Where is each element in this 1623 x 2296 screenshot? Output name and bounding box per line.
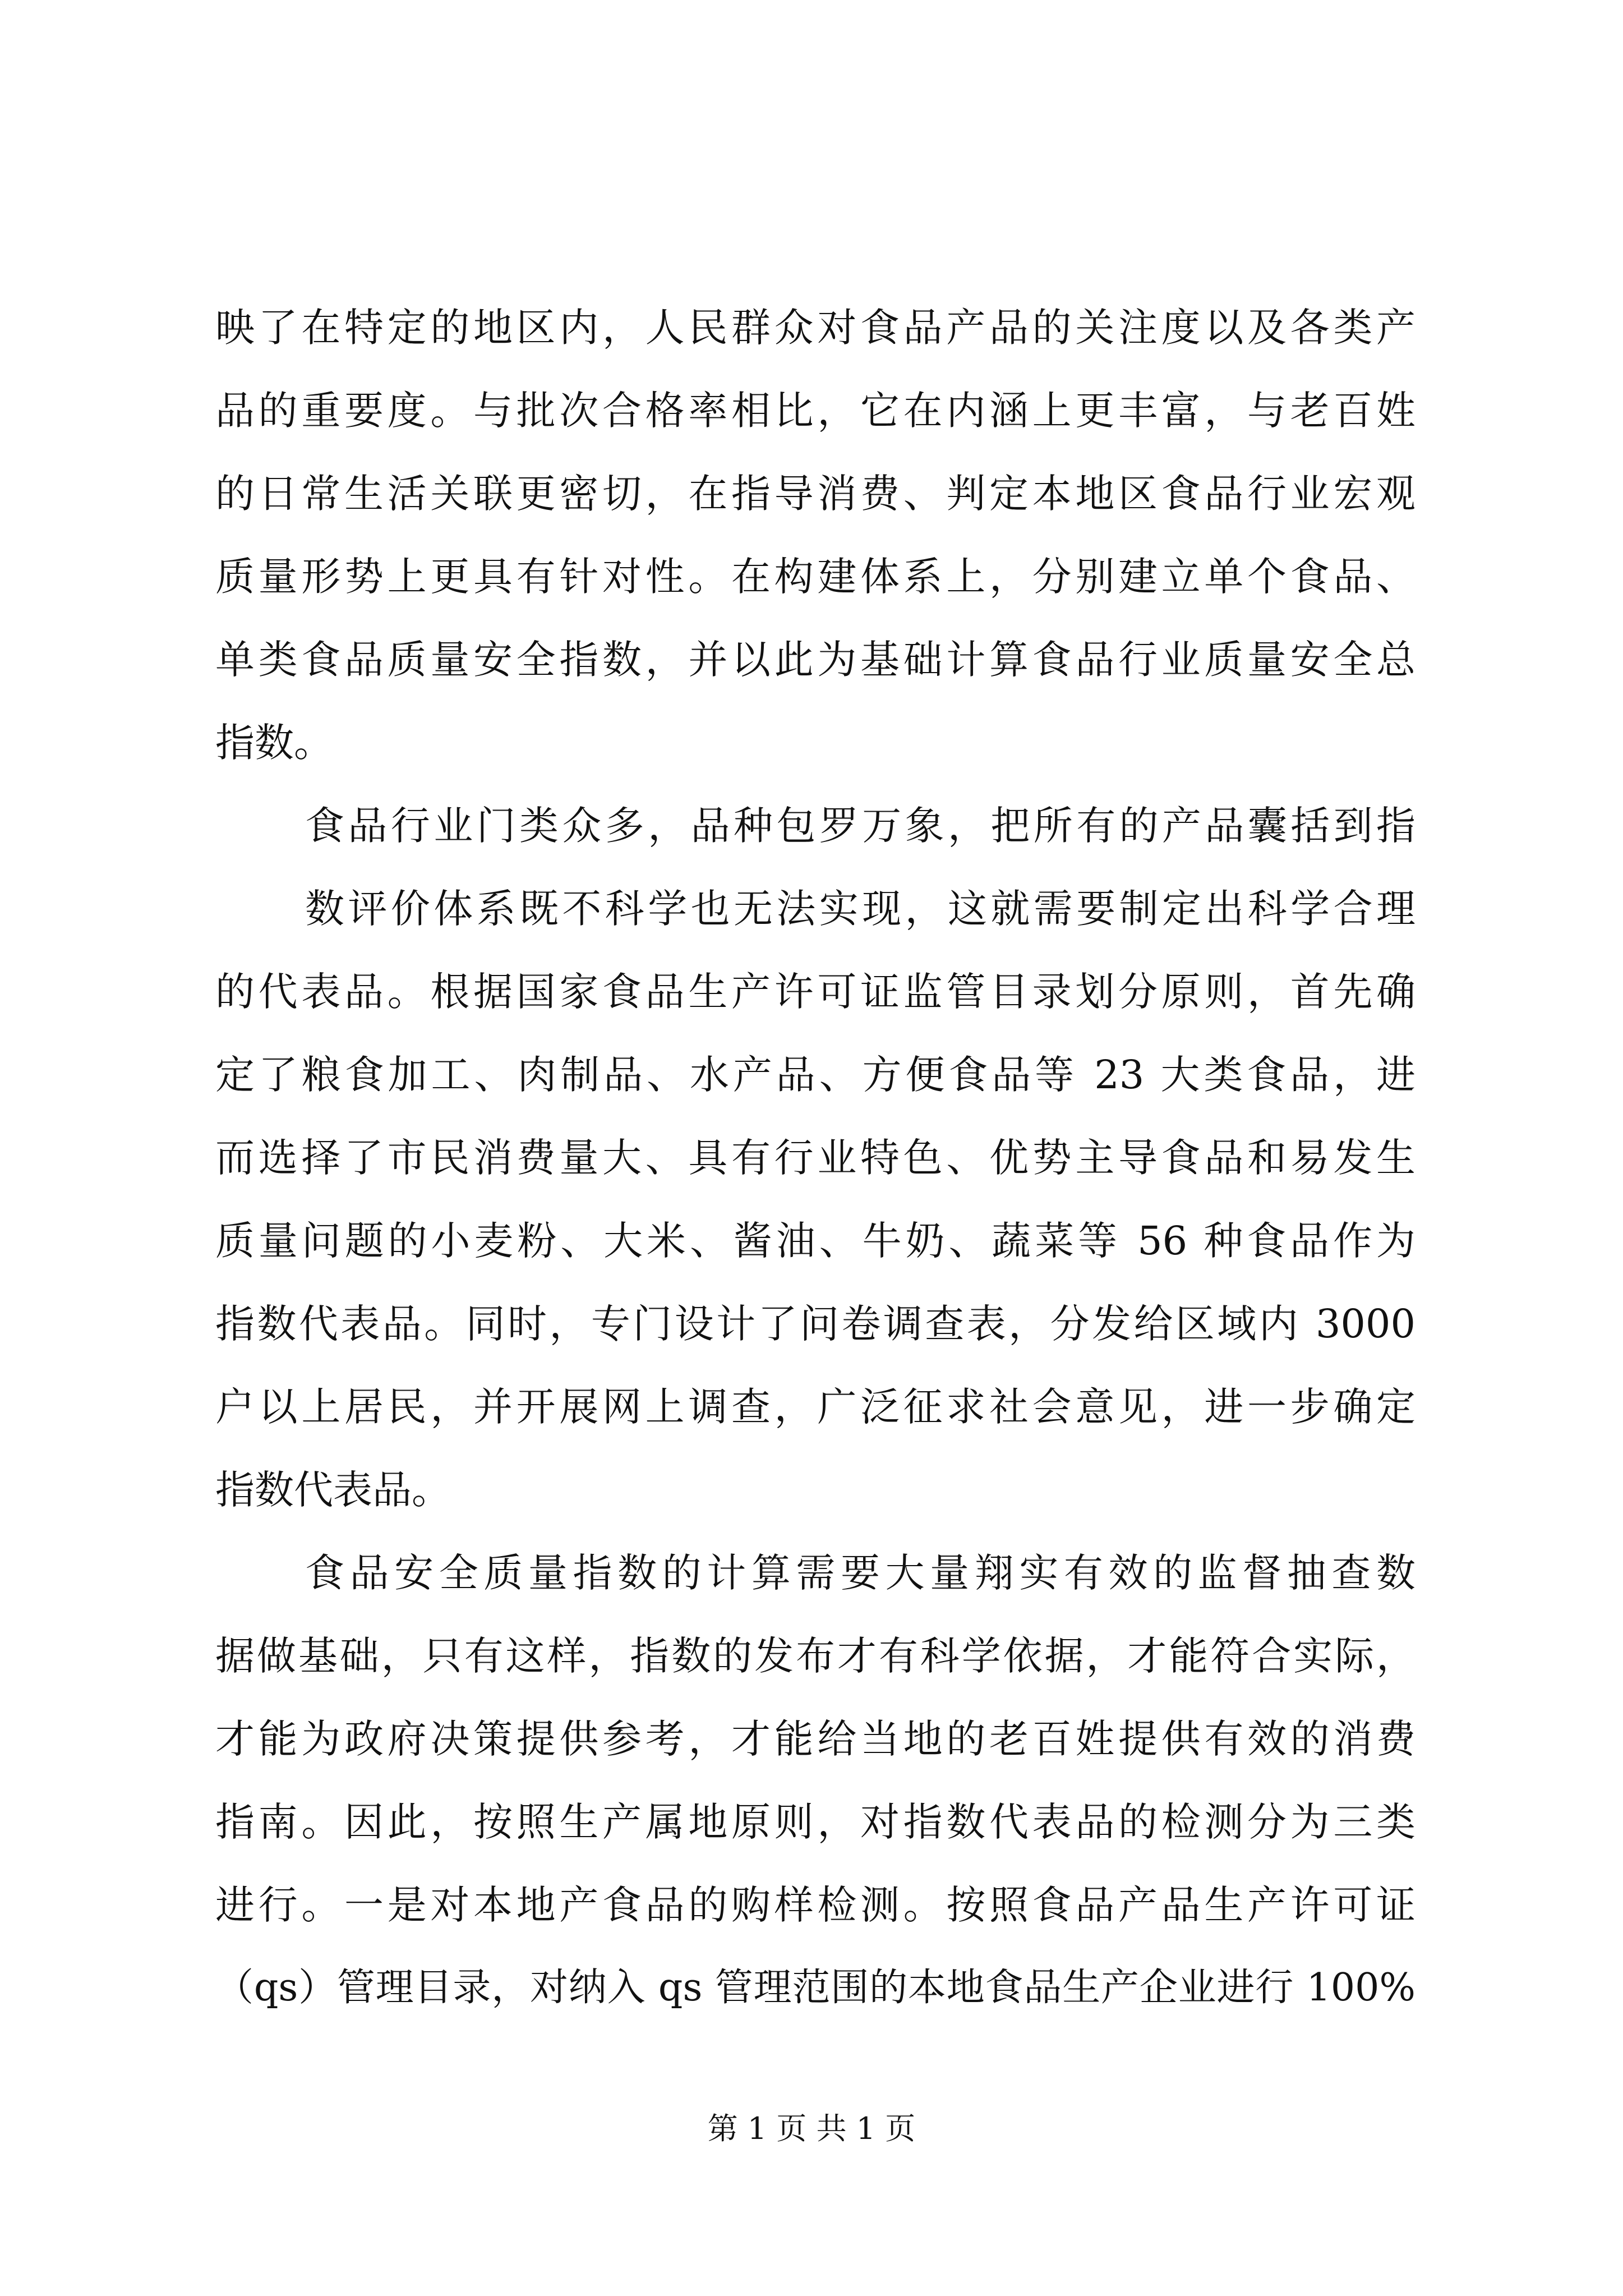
text-line: （qs）管理目录，对纳入 qs 管理范围的本地食品生产企业进行 100% [215,1966,1415,2010]
text-line: 食品行业门类众多，品种包罗万象，把所有的产品囊括到指 [305,803,1415,849]
page-footer [0,2109,1623,2148]
paragraph-2 [215,784,1415,1531]
document-body [215,286,1415,2030]
text-line: 映了在特定的地区内，人民群众对食品产品的关注度以及各类产 [215,305,1415,351]
paragraph-1 [215,286,1415,784]
text-line: 户以上居民，并开展网上调查，广泛征求社会意见，进一步确定 [215,1384,1415,1430]
text-line: 质量问题的小麦粉、大米、酱油、牛奶、蔬菜等 56 种食品作为 [215,1218,1415,1264]
text-line: 单类食品质量安全指数，并以此为基础计算食品行业质量安全总 [215,637,1415,683]
text-line: 数评价体系既不科学也无法实现，这就需要制定出科学合理 [305,886,1415,932]
text-line: 指数代表品。 [215,1467,451,1513]
text-line: 质量形势上更具有针对性。在构建体系上，分别建立单个食品、 [215,554,1415,600]
text-line: 食品安全质量指数的计算需要大量翔实有效的监督抽查数 [305,1550,1415,1596]
text-line: 进行。一是对本地产食品的购样检测。按照食品产品生产许可证 [215,1882,1415,1928]
text-line: 的日常生活关联更密切，在指导消费、判定本地区食品行业宏观 [215,471,1415,517]
text-line: 指南。因此，按照生产属地原则，对指数代表品的检测分为三类 [215,1799,1415,1845]
text-line: 定了粮食加工、肉制品、水产品、方便食品等 23 大类食品，进 [215,1052,1415,1098]
text-line: 品的重要度。与批次合格率相比，它在内涵上更丰富，与老百姓 [215,388,1415,434]
text-line: 而选择了市民消费量大、具有行业特色、优势主导食品和易发生 [215,1135,1415,1181]
page-number-label: 第 1 页 共 1 页 [707,2111,916,2146]
paragraph-3 [215,1531,1415,2030]
text-line: 指数。 [215,720,333,766]
text-line: 的代表品。根据国家食品生产许可证监管目录划分原则，首先确 [215,969,1415,1015]
text-line: 指数代表品。同时，专门设计了问卷调查表，分发给区域内 3000 [215,1301,1415,1347]
text-line: 据做基础，只有这样，指数的发布才有科学依据，才能符合实际， [215,1633,1415,1679]
text-line: 才能为政府决策提供参考，才能给当地的老百姓提供有效的消费 [215,1716,1415,1762]
